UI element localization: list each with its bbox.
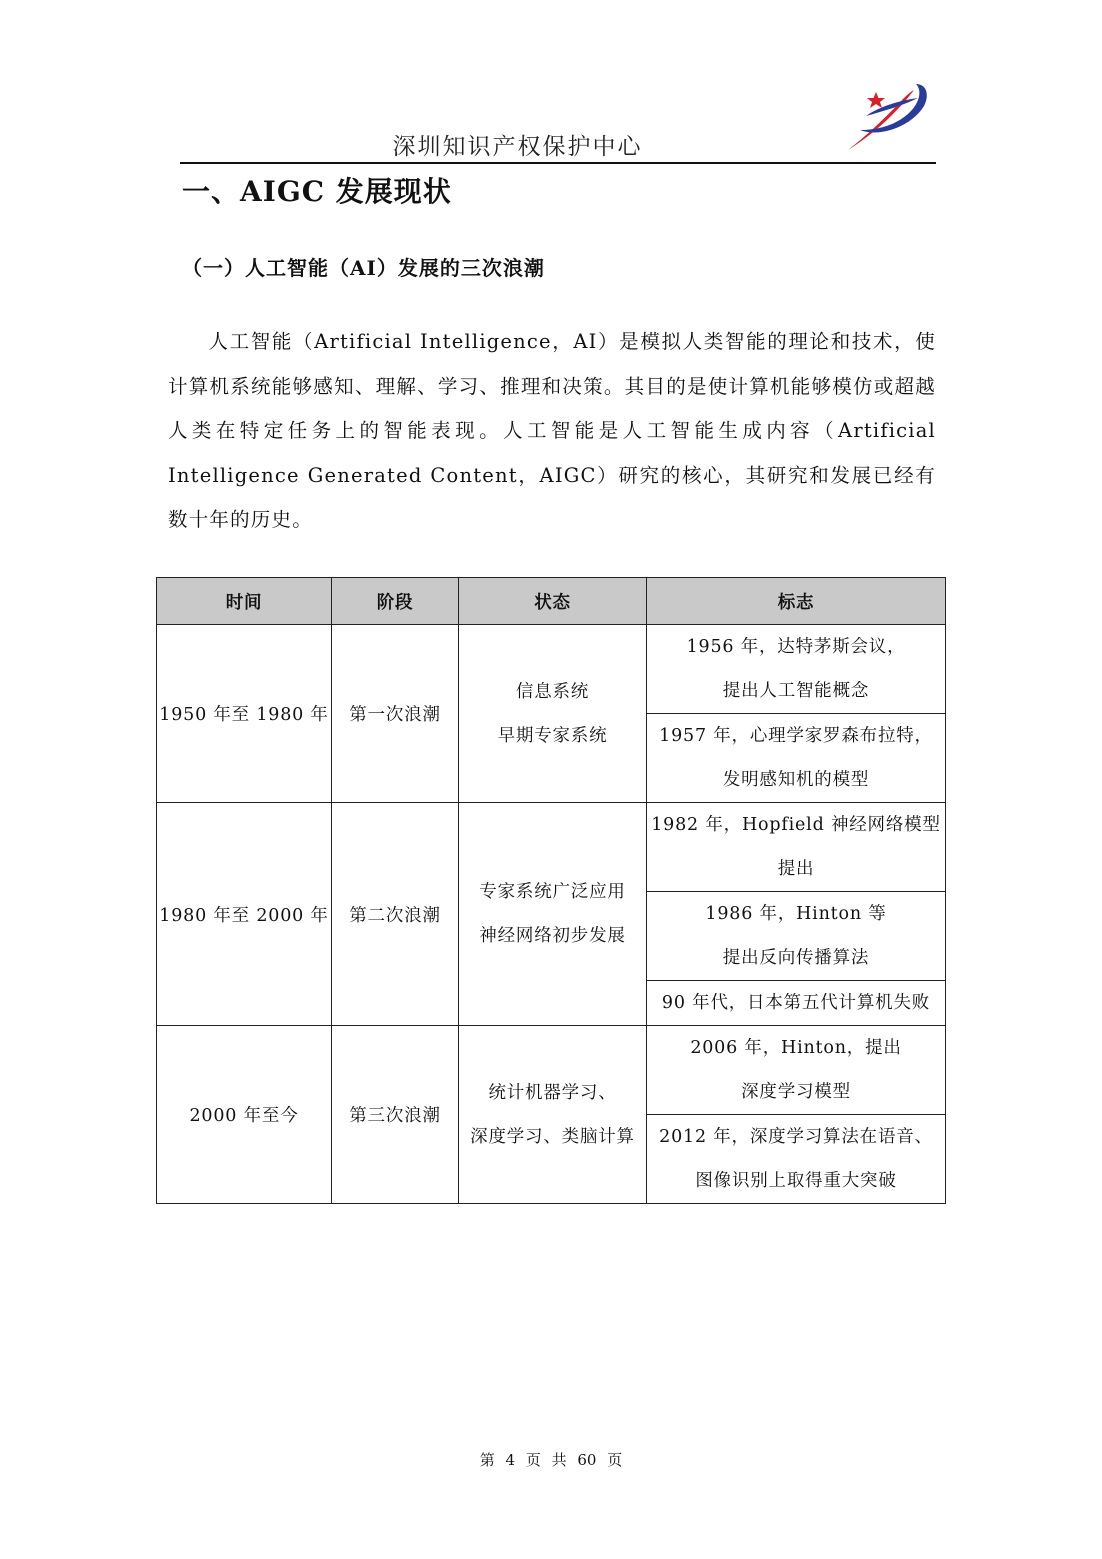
mark-line: 提出人工智能概念 — [722, 681, 870, 701]
stage-cell: 第一次浪潮 — [332, 625, 459, 803]
mark-cell — [647, 803, 946, 892]
mark-line: 1957 年，心理学家罗森布拉特， — [659, 726, 933, 746]
time-cell: 1950 年至 1980 年 — [157, 625, 332, 803]
intro-paragraph — [168, 320, 936, 543]
status-cell — [459, 803, 647, 1026]
header-rule — [180, 162, 936, 164]
mark-line: 2012 年，深度学习算法在语音、 — [659, 1127, 933, 1147]
status-cell — [459, 1026, 647, 1204]
mark-line: 图像识别上取得重大突破 — [695, 1171, 897, 1191]
mark-cell — [647, 1115, 946, 1204]
time-cell: 1980 年至 2000 年 — [157, 803, 332, 1026]
mark-line: 发明感知机的模型 — [722, 770, 870, 790]
mark-cell — [647, 714, 946, 803]
mark-line: 深度学习模型 — [741, 1082, 851, 1102]
mark-cell — [647, 1026, 946, 1115]
mark-cell — [647, 625, 946, 714]
status-line: 早期专家系统 — [497, 725, 608, 746]
ai-waves-table — [156, 577, 946, 1204]
intro-paragraph-text: 人工智能（Artificial Intelligence，AI）是模拟人类智能的理论和技术，使计算机系统能够感知、理解、学习、推理和决策。其目的是使计算机能够模仿或超越人类在特定任务上的智能表现。人工智能是人工智能生成内容（Artificial Intelligence Generated Content，AIGC）研究的核心，其研究和发展已经有数十年的历史。 — [168, 330, 936, 531]
mark-line: 1956 年，达特茅斯会议， — [686, 637, 906, 657]
status-line: 专家系统广泛应用 — [479, 882, 626, 902]
mark-line: 提出反向传播算法 — [722, 948, 870, 968]
status-cell — [459, 625, 647, 803]
status-line: 信息系统 — [515, 681, 590, 702]
table-header-row — [157, 578, 946, 625]
header-time: 时间 — [157, 578, 332, 625]
section-heading: 一、AIGC 发展现状 — [182, 175, 452, 208]
status-line: 深度学习、类脑计算 — [470, 1126, 635, 1147]
header-marks: 标志 — [647, 578, 946, 625]
table-row — [157, 625, 946, 714]
mark-cell — [647, 981, 946, 1026]
table-row — [157, 803, 946, 892]
header-status: 状态 — [459, 578, 647, 625]
mark-line: 90 年代，日本第五代计算机失败 — [661, 993, 931, 1013]
stage-cell: 第二次浪潮 — [332, 803, 459, 1026]
stage-cell: 第三次浪潮 — [332, 1026, 459, 1204]
time-cell: 2000 年至今 — [157, 1026, 332, 1204]
mark-line: 1982 年，Hopfield 神经网络模型 — [651, 815, 941, 835]
header-title: 深圳知识产权保护中心 — [392, 134, 643, 160]
orbit-star-logo-icon — [840, 78, 932, 154]
subsection-heading: （一）人工智能（AI）发展的三次浪潮 — [182, 256, 545, 280]
status-line: 神经网络初步发展 — [479, 926, 626, 946]
mark-cell — [647, 892, 946, 981]
page-footer: 第 4 页 共 60 页 — [479, 1451, 623, 1469]
mark-line: 1986 年，Hinton 等 — [705, 904, 887, 924]
status-line: 统计机器学习、 — [488, 1082, 617, 1103]
header-stage: 阶段 — [332, 578, 459, 625]
table-row — [157, 1026, 946, 1115]
mark-line: 2006 年，Hinton，提出 — [690, 1038, 902, 1058]
mark-line: 提出 — [777, 859, 815, 879]
